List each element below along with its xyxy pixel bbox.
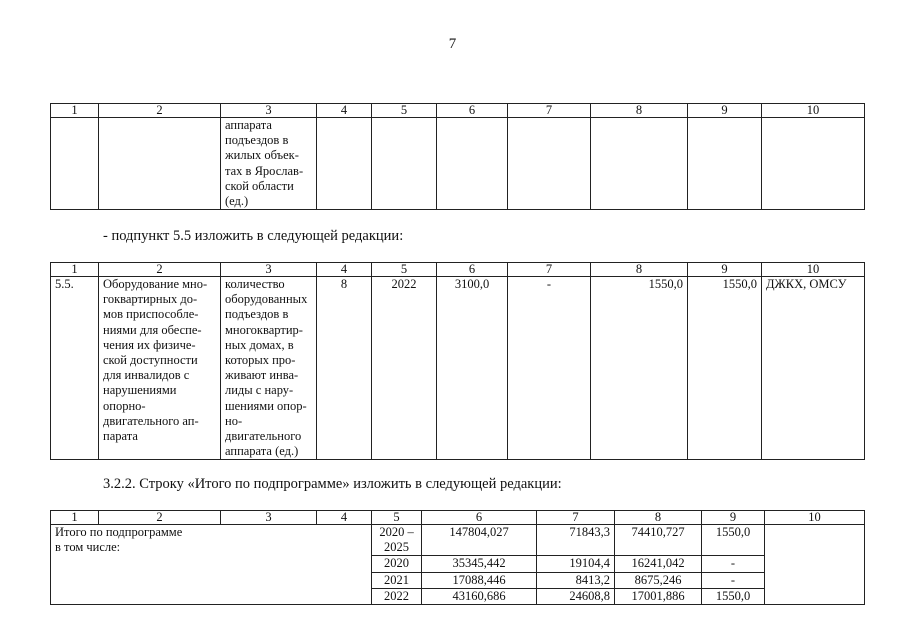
local-amount: -: [702, 572, 765, 588]
column-number: 6: [437, 104, 508, 118]
page-number: 7: [448, 36, 457, 52]
column-number: 7: [508, 104, 591, 118]
column-number: 5: [372, 263, 437, 277]
total-label: Итого по подпрограмме в том числе:: [51, 525, 372, 605]
table-continuation: [50, 103, 865, 210]
column-number: 3: [221, 511, 317, 525]
federal-amount: 19104,4: [537, 556, 615, 572]
table-header-row: [51, 104, 865, 118]
regional-amount: 17001,886: [615, 588, 702, 604]
table-row: [51, 118, 865, 210]
column-number: 6: [437, 263, 508, 277]
column-number: 4: [317, 104, 372, 118]
column-number: 4: [317, 263, 372, 277]
column-number: 10: [765, 511, 865, 525]
total-amount: 43160,686: [422, 588, 537, 604]
column-number: 8: [591, 104, 688, 118]
indicator-cell: аппарата подъездов в жилых объек- тах в Ярослав- ской области (ед.): [221, 118, 317, 210]
item-number: 5.5.: [51, 277, 99, 460]
column-number: 9: [688, 104, 762, 118]
column-number: 5: [372, 511, 422, 525]
executor-cell: ДЖКХ, ОМСУ: [762, 277, 865, 460]
year-cell: 2020: [372, 556, 422, 572]
column-number: 2: [99, 263, 221, 277]
item-description: Оборудование мно- гоквартирных до- мов приспособле- ниями для обеспе- чения их физиче- ской доступности для инвалидов с нарушениями опорно- двигательного ап- парата: [99, 277, 221, 460]
executor-cell: [765, 525, 865, 605]
table-row: [51, 525, 865, 556]
regional-amount: 74410,727: [615, 525, 702, 556]
column-number: 1: [51, 104, 99, 118]
federal-amount: 8413,2: [537, 572, 615, 588]
column-number: 9: [688, 263, 762, 277]
federal-amount: 24608,8: [537, 588, 615, 604]
federal-amount: 71843,3: [537, 525, 615, 556]
column-number: 10: [762, 104, 865, 118]
column-number: 9: [702, 511, 765, 525]
local-amount: 1550,0: [702, 588, 765, 604]
local-amount: 1550,0: [688, 277, 762, 460]
column-number: 8: [615, 511, 702, 525]
paragraph-subpoint: - подпункт 5.5 изложить в следующей редакции:: [103, 228, 404, 244]
table-subpoint-5-5: [50, 262, 865, 460]
local-amount: -: [702, 556, 765, 572]
column-number: 2: [99, 104, 221, 118]
column-number: 3: [221, 104, 317, 118]
regional-amount: 16241,042: [615, 556, 702, 572]
year-cell: 2022: [372, 277, 437, 460]
local-amount: 1550,0: [702, 525, 765, 556]
year-cell: 2022: [372, 588, 422, 604]
total-amount: 35345,442: [422, 556, 537, 572]
table-total: [50, 510, 865, 605]
indicator-value: 8: [317, 277, 372, 460]
regional-amount: 8675,246: [615, 572, 702, 588]
indicator-cell: количество оборудованных подъездов в многоквартир- ных домах, в которых про- живают инва- лиды с нару- шениями опор- но- двигательного аппарата (ед.): [221, 277, 317, 460]
total-amount: 147804,027: [422, 525, 537, 556]
column-number: 6: [422, 511, 537, 525]
year-cell: 2020 – 2025: [372, 525, 422, 556]
column-number: 1: [51, 263, 99, 277]
year-cell: 2021: [372, 572, 422, 588]
total-amount: 3100,0: [437, 277, 508, 460]
paragraph-total: 3.2.2. Строку «Итого по подпрограмме» изложить в следующей редакции:: [103, 476, 562, 492]
regional-amount: 1550,0: [591, 277, 688, 460]
column-number: 1: [51, 511, 99, 525]
column-number: 5: [372, 104, 437, 118]
total-amount: 17088,446: [422, 572, 537, 588]
table-header-row: [51, 263, 865, 277]
column-number: 8: [591, 263, 688, 277]
column-number: 7: [537, 511, 615, 525]
table-row: [51, 277, 865, 460]
column-number: 3: [221, 263, 317, 277]
federal-amount: -: [508, 277, 591, 460]
column-number: 2: [99, 511, 221, 525]
column-number: 4: [317, 511, 372, 525]
column-number: 7: [508, 263, 591, 277]
table-header-row: [51, 511, 865, 525]
column-number: 10: [762, 263, 865, 277]
